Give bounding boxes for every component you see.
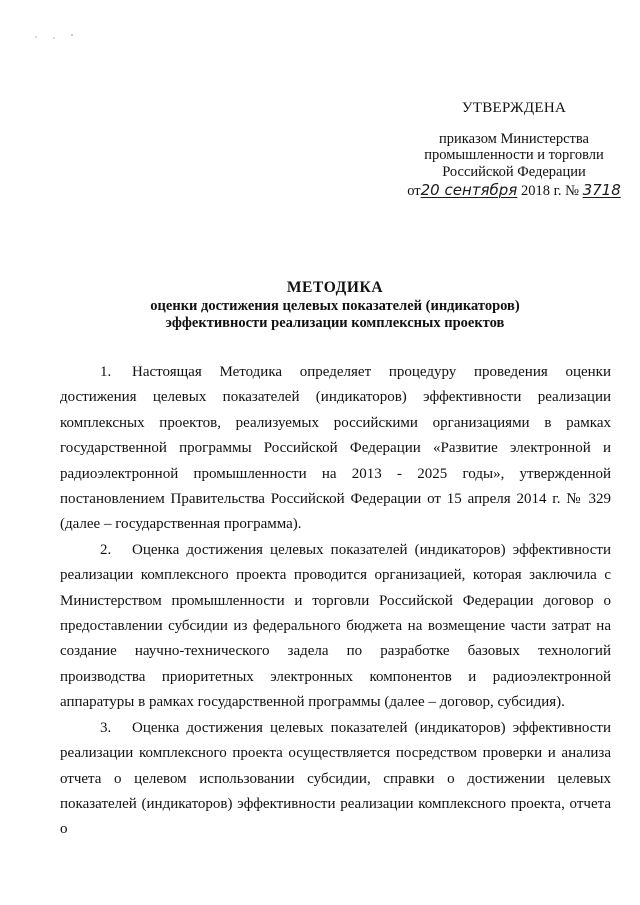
handwritten-order-number: 3718	[582, 181, 621, 199]
date-prefix: от	[407, 183, 421, 199]
paragraph-text: Оценка достижения целевых показателей (индикаторов) эффективности реализации комплексного проекта осуществляется посредством проверки и анализа отчета о целевом использовании субсидии, справки о достижении целевых показателей (индикаторов) эффективности реализации комплексного проекта, отчета о	[60, 719, 611, 838]
title-main: МЕТОДИКА	[286, 279, 384, 296]
title-sub-1: оценки достижения целевых показателей (индикаторов)	[150, 298, 520, 314]
approval-line-2: промышленности и торговли	[424, 147, 604, 163]
paragraph-number: 3.	[100, 719, 112, 736]
approval-stamp-block	[398, 100, 630, 202]
approval-heading: УТВЕРЖДЕНА	[461, 100, 567, 116]
order-year: 2018 г. №	[520, 183, 579, 199]
paragraph-text: Настоящая Методика определяет процедуру проведения оценки достижения целевых показателей (индикаторов) эффективности реализации комплексных проектов, реализуемых российскими организациями в рамках государственной программы Российской Федерации «Развитие электронной и радиоэлектронной промышленности на 2013 - 2025 годы», утвержденной постановлением Правительства Российской Федерации от 15 апреля 2014 г. № 329 (далее – государственная программа).	[60, 364, 611, 533]
title-sub-2: эффективности реализации комплексных проектов	[165, 315, 505, 331]
paragraph-number: 1.	[100, 364, 112, 380]
paragraph-number: 2.	[100, 541, 112, 558]
paragraph-2	[60, 538, 611, 716]
handwritten-date: 20 сентября	[420, 181, 518, 199]
document-body	[60, 360, 611, 843]
paragraph-3	[60, 716, 611, 843]
order-date-line	[398, 182, 630, 202]
document-title	[60, 279, 610, 332]
approval-line-3: Российской Федерации	[442, 163, 586, 180]
approval-line-1: приказом Министерства	[439, 130, 589, 147]
paragraph-1	[60, 360, 611, 538]
paragraph-text: Оценка достижения целевых показателей (индикаторов) эффективности реализации комплексного проекта проводится организацией, которая заключила с Министерством промышленности и торговли Российской Федерации договор о предоставлении субсидии из федерального бюджета на возмещение части затрат на создание научно-технического задела по разработке базовых технологий производства приоритетных электронных компонентов и радиоэлектронной аппаратуры в рамках государственной программы (далее – договор, субсидия).	[60, 541, 611, 711]
scan-specks	[34, 34, 74, 40]
